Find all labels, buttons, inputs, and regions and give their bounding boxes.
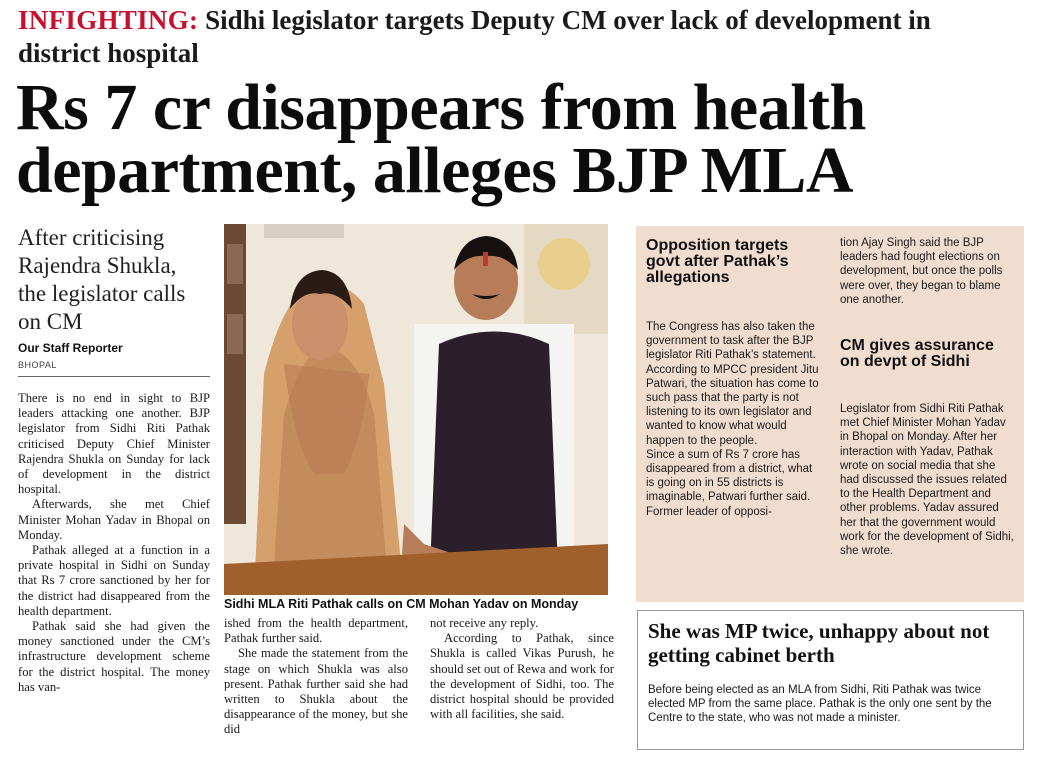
box-body: Before being elected as an MLA from Sidhi, Riti Pathak was twice elected MP from the same place. Pathak is the only one sent by the Centre to the state, who was not made a minister. <box>648 684 992 725</box>
opposition-sidebar <box>636 226 1024 602</box>
sidebar-column-2-body: Legislator from Sidhi Riti Pathak met Chief Minister Mohan Yadav in Bhopal on Monday. After her interaction with Yadav, Pathak wrote on social media that she had discussed the issues related to the Health Department and other problems. Yadav assured her that the government would work for the development of Sidhi, she wrote. <box>840 403 1014 558</box>
kicker-line <box>18 4 1018 70</box>
kicker-text: Sidhi legislator targets Deputy CM over lack of development in district hospital <box>18 5 931 68</box>
byline: Our Staff Reporter <box>18 341 123 355</box>
sidebar-heading-opposition: Opposition targets govt after Pathak’s allegations <box>646 237 789 286</box>
article-paragraph: She made the statement from the stage on which Shukla was also present. Pathak further said she had written to Shukla about the disappearance of the money, but she did <box>224 646 408 737</box>
headline: Rs 7 cr disappears from health department, alleges BJP MLA <box>16 71 866 207</box>
sidebar-column-2-top: tion Ajay Singh said the BJP leaders had fought elections on development, but once the polls were over, they began to blame one another. <box>840 237 1003 306</box>
article-column-2 <box>224 616 408 738</box>
article-paragraph: According to Pathak, since Shukla is called Vikas Purush, he should set out of Rewa and work for the development of Sidhi, too. The district hospital should be provided with all facilities, she said. <box>430 631 614 722</box>
dateline: BHOPAL <box>18 360 57 370</box>
article-paragraph: Pathak alleged at a function in a private hospital in Sidhi on Sunday that Rs 7 crore sanctioned by her for the district had disappeared from the health department. <box>18 543 210 618</box>
news-photo <box>224 224 608 595</box>
sidebar-paragraph: Since a sum of Rs 7 crore has disappeared from a district, what is going on in 55 districts is imaginable, Patwari further said. <box>646 448 813 504</box>
sidebar-heading-cm: CM gives assurance on devpt of Sidhi <box>840 337 994 370</box>
article-paragraph: There is no end in sight to BJP leaders attacking one another. BJP legislator from Sidhi Riti Pathak criticised Deputy Chief Minister Rajendra Shukla on Sunday for lack of development in the district hospital. <box>18 391 210 497</box>
box-heading: She was MP twice, unhappy about not getting cabinet berth <box>648 619 990 667</box>
kicker-tag: INFIGHTING: <box>18 5 199 35</box>
photo-caption: Sidhi MLA Riti Pathak calls on CM Mohan Yadav on Monday <box>224 597 579 611</box>
article-paragraph: not receive any reply. <box>430 616 539 630</box>
sidebar-column-1 <box>646 320 822 519</box>
sidebar-paragraph: Former leader of opposi- <box>646 505 772 518</box>
article-column-3 <box>430 616 614 722</box>
byline-divider <box>18 376 210 377</box>
deck: After criticising Rajendra Shukla, the legislator calls on CM <box>18 225 186 334</box>
article-paragraph: Pathak said she had given the money sanctioned under the CM’s infrastructure development scheme for the district hospital. The money has van- <box>18 619 210 694</box>
mp-twice-box <box>637 610 1024 750</box>
photo-illustration <box>224 224 608 595</box>
article-paragraph: Afterwards, she met Chief Minister Mohan Yadav in Bhopal on Monday. <box>18 497 210 542</box>
article-column-1 <box>18 391 210 695</box>
article-paragraph: ished from the health department, Pathak further said. <box>224 616 408 646</box>
sidebar-paragraph: The Congress has also taken the government to task after the BJP legislator Riti Pathak’s statement. According to MPCC president Jitu Patwari, the situation has come to such pass that the party is not listening to its own legislator and wanted to know what would happen to the people. <box>646 321 819 447</box>
